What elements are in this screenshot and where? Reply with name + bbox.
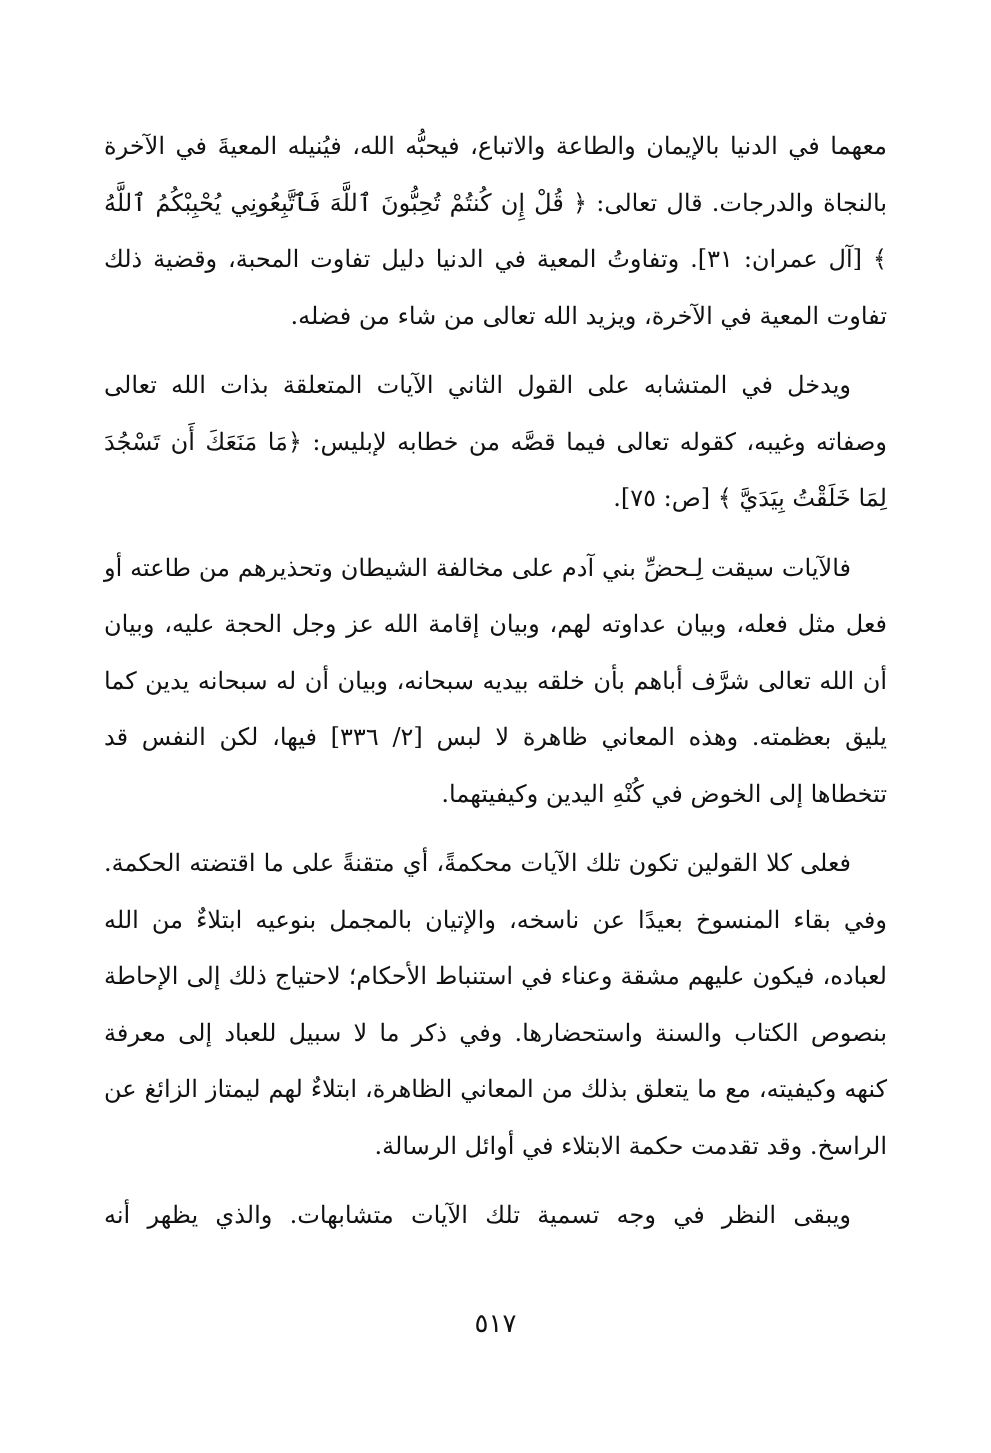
paragraph-2: ويدخل في المتشابه على القول الثاني الآيات المتعلقة بذات الله تعالى وصفاته وغيبه، كقوله تعالى فيما قصَّه من خطابه لإبليس: ﴿مَا مَنَعَكَ أَن تَسْجُدَ لِمَا خَلَقْتُ بِيَدَيَّ ﴾ [ص: ٧٥].	[104, 371, 887, 512]
body-text	[104, 118, 887, 1257]
paragraph-3: فالآيات سيقت لِـحضِّ بني آدم على مخالفة الشيطان وتحذيرهم من طاعته أو فعل مثل فعله، وبيان عداوته لهم، وبيان إقامة الله عز وجل الحجة عليه، وبيان أن الله تعالى شرَّف أباهم بأن خلقه بيديه سبحانه، وبيان أن له سبحانه يدين كما يليق بعظمته. وهذه المعاني ظاهرة لا لبس [٢/ ٣٣٦] فيها، لكن النفس قد تتخطاها إلى الخوض في كُنْهِ اليدين وكيفيتهما.	[104, 553, 887, 808]
paragraph-1: معهما في الدنيا بالإيمان والطاعة والاتباع، فيحبُّه الله، فيُنيله المعيةَ في الآخرة بالنجاة والدرجات. قال تعالى: ﴿ قُلْ إِن كُنتُمْ تُحِبُّونَ ٱللَّهَ فَٱتَّبِعُونِي يُحْبِبْكُمُ ٱللَّهُ ﴾ [آل عمران: ٣١]. وتفاوتُ المعية في الدنيا دليل تفاوت المحبة، وقضية ذلك تفاوت المعية في الآخرة، ويزيد الله تعالى من شاء من فضله.	[104, 132, 887, 330]
paragraph-5: ويبقى النظر في وجه تسمية تلك الآيات متشابهات. والذي يظهر أنه	[104, 1201, 851, 1229]
paragraph-4: فعلى كلا القولين تكون تلك الآيات محكمةً، أي متقنةً على ما اقتضته الحكمة. وفي بقاء المنسوخ بعيدًا عن ناسخه، والإتيان بالمجمل بنوعيه ابتلاءٌ من الله لعباده، فيكون عليهم مشقة وعناء في استنباط الأحكام؛ لاحتياج ذلك إلى الإحاطة بنصوص الكتاب والسنة واستحضارها. وفي ذكر ما لا سبيل للعباد إلى معرفة كنهه وكيفيته، مع ما يتعلق بذلك من المعاني الظاهرة، ابتلاءٌ لهم ليمتاز الزائغ عن الراسخ. وقد تقدمت حكمة الابتلاء في أوائل الرسالة.	[104, 849, 887, 1160]
page-number: ٥١٧	[474, 1309, 517, 1339]
